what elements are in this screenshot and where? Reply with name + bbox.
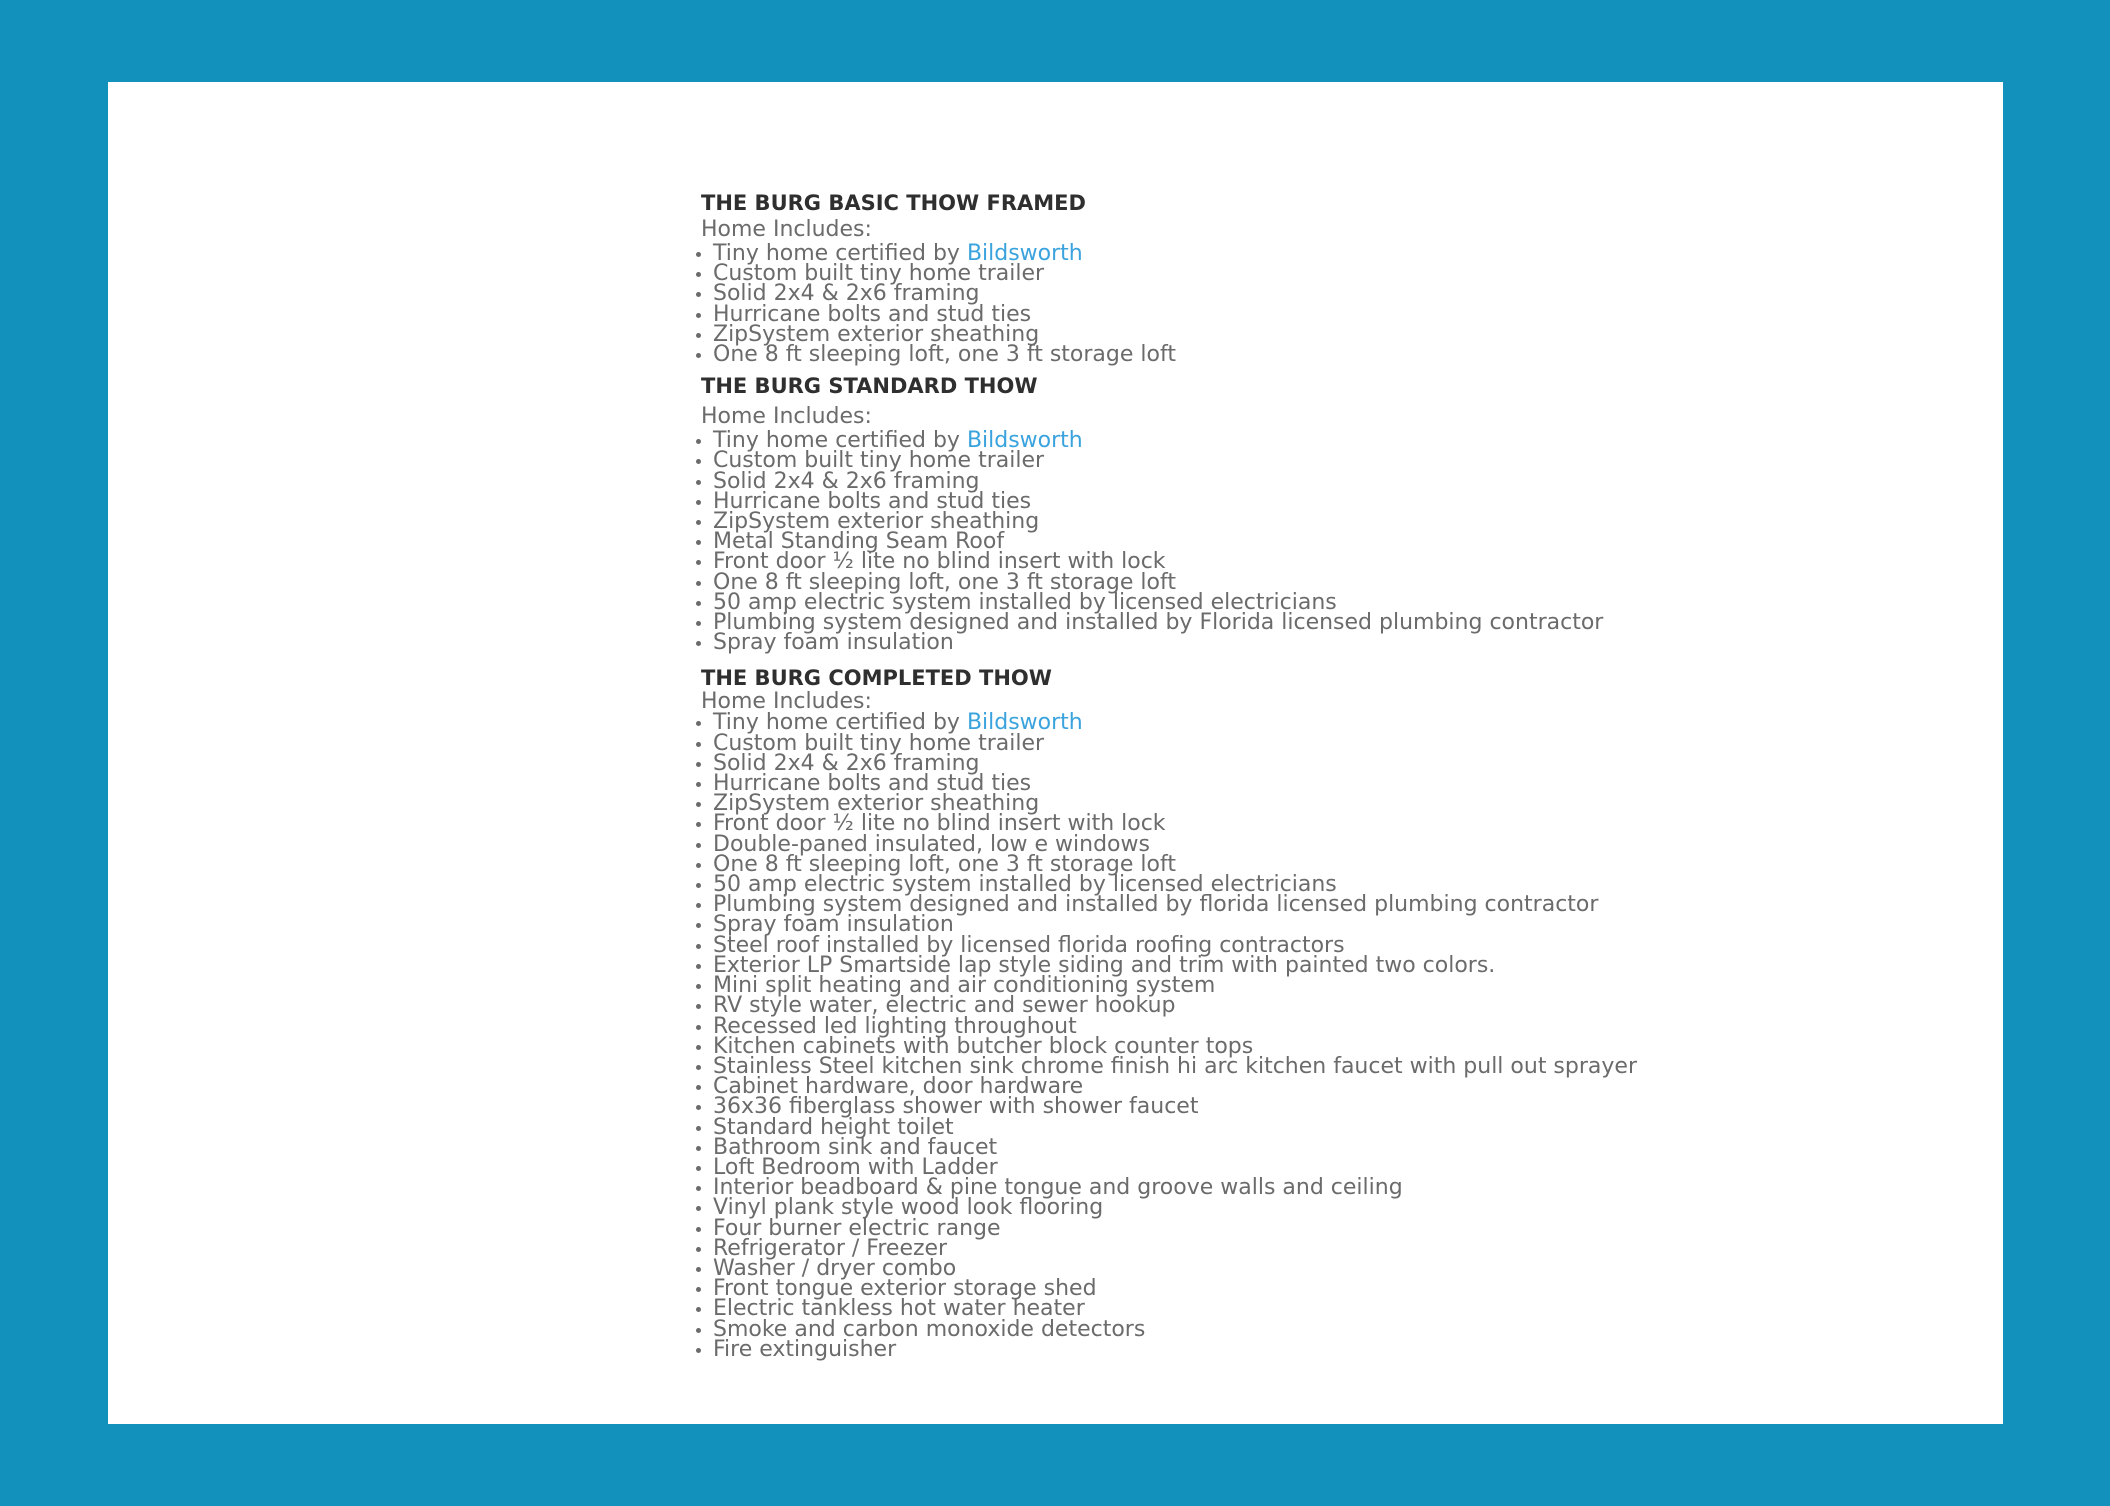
- section-title: THE BURG STANDARD THOW: [701, 374, 1038, 399]
- list-item: • One 8 ft sleeping loft, one 3 ft storage loft: [713, 855, 1701, 875]
- list-item: • Metal Standing Seam Roof: [713, 532, 1701, 552]
- list-item: • Front door ½ lite no blind insert with lock: [713, 552, 1701, 572]
- list-item: • Solid 2x4 & 2x6 framing: [713, 284, 1701, 304]
- list-item: • Solid 2x4 & 2x6 framing: [713, 472, 1701, 492]
- list-item: • Washer / dryer combo: [713, 1259, 1701, 1279]
- list-item: • 50 amp electric system installed by licensed electricians: [713, 875, 1701, 895]
- list-item: • Kitchen cabinets with butcher block counter tops: [713, 1037, 1701, 1057]
- feature-list: [701, 710, 1701, 1362]
- list-item: • Standard height toilet: [713, 1118, 1701, 1138]
- list-item: • Interior beadboard & pine tongue and groove walls and ceiling: [713, 1178, 1701, 1198]
- list-item: • One 8 ft sleeping loft, one 3 ft storage loft: [713, 573, 1701, 593]
- list-item: • Solid 2x4 & 2x6 framing: [713, 754, 1701, 774]
- list-item: • Cabinet hardware, door hardware: [713, 1077, 1701, 1097]
- list-item: • Loft Bedroom with Ladder: [713, 1158, 1701, 1178]
- list-item: • Recessed led lighting throughout: [713, 1017, 1701, 1037]
- section-title: THE BURG COMPLETED THOW: [701, 666, 1052, 691]
- list-item: • Custom built tiny home trailer: [713, 264, 1701, 284]
- list-item: • Front tongue exterior storage shed: [713, 1279, 1701, 1299]
- list-item: • Four burner electric range: [713, 1219, 1701, 1239]
- list-item: • Refrigerator / Freezer: [713, 1239, 1701, 1259]
- list-item: • ZipSystem exterior sheathing: [713, 794, 1701, 814]
- list-item: • 50 amp electric system installed by licensed electricians: [713, 593, 1701, 613]
- list-item: • Hurricane bolts and stud ties: [713, 492, 1701, 512]
- section-standard: [701, 373, 1701, 656]
- list-item: • Hurricane bolts and stud ties: [713, 774, 1701, 794]
- article-content: [701, 190, 1701, 1360]
- bildsworth-link[interactable]: Bildsworth: [966, 710, 1083, 736]
- list-item-text: Tiny home certified by: [713, 241, 967, 266]
- list-item: • Fire extinguisher: [713, 1340, 1701, 1360]
- feature-list: [701, 241, 1701, 368]
- list-item: • Steel roof installed by licensed florida roofing contractors: [713, 936, 1701, 956]
- list-item: • Stainless Steel kitchen sink chrome finish hi arc kitchen faucet with pull out sprayer: [713, 1057, 1701, 1077]
- list-item: • Plumbing system designed and installed by Florida licensed plumbing contractor: [713, 613, 1701, 633]
- list-item: • Smoke and carbon monoxide detectors: [713, 1320, 1701, 1340]
- list-item: • ZipSystem exterior sheathing: [713, 325, 1701, 345]
- list-item: • Mini split heating and air conditioning system: [713, 976, 1701, 996]
- bildsworth-link[interactable]: Bildsworth: [966, 428, 1083, 454]
- list-item: • Custom built tiny home trailer: [713, 451, 1701, 471]
- content-panel: [108, 82, 2003, 1424]
- list-item: • One 8 ft sleeping loft, one 3 ft storage loft: [713, 345, 1701, 365]
- list-item: • Front door ½ lite no blind insert with lock: [713, 814, 1701, 834]
- list-item: • Double-paned insulated, low e windows: [713, 835, 1701, 855]
- list-item-text: Tiny home certified by: [713, 710, 967, 736]
- list-item: • Bathroom sink and faucet: [713, 1138, 1701, 1158]
- list-item: • Spray foam insulation: [713, 633, 1701, 653]
- list-item: • RV style water, electric and sewer hookup: [713, 996, 1701, 1016]
- section-completed: [701, 665, 1701, 1360]
- list-item: • Vinyl plank style wood look flooring: [713, 1198, 1701, 1218]
- list-item: • Hurricane bolts and stud ties: [713, 305, 1701, 325]
- includes-label: Home Includes:: [701, 217, 872, 242]
- list-item: • Spray foam insulation: [713, 915, 1701, 935]
- includes-label: Home Includes:: [701, 689, 872, 715]
- list-item-text: Tiny home certified by: [713, 428, 967, 454]
- bildsworth-link[interactable]: Bildsworth: [966, 241, 1083, 266]
- section-basic: [701, 190, 1701, 368]
- list-item: • 36x36 fiberglass shower with shower faucet: [713, 1097, 1701, 1117]
- list-item: • Plumbing system designed and installed by florida licensed plumbing contractor: [713, 895, 1701, 915]
- includes-label: Home Includes:: [701, 404, 872, 430]
- section-title: THE BURG BASIC THOW FRAMED: [701, 191, 1086, 215]
- list-item: • ZipSystem exterior sheathing: [713, 512, 1701, 532]
- list-item: • Electric tankless hot water heater: [713, 1299, 1701, 1319]
- feature-list: [701, 428, 1701, 656]
- list-item: • Custom built tiny home trailer: [713, 734, 1701, 754]
- list-item: • Exterior LP Smartside lap style siding and trim with painted two colors.: [713, 956, 1701, 976]
